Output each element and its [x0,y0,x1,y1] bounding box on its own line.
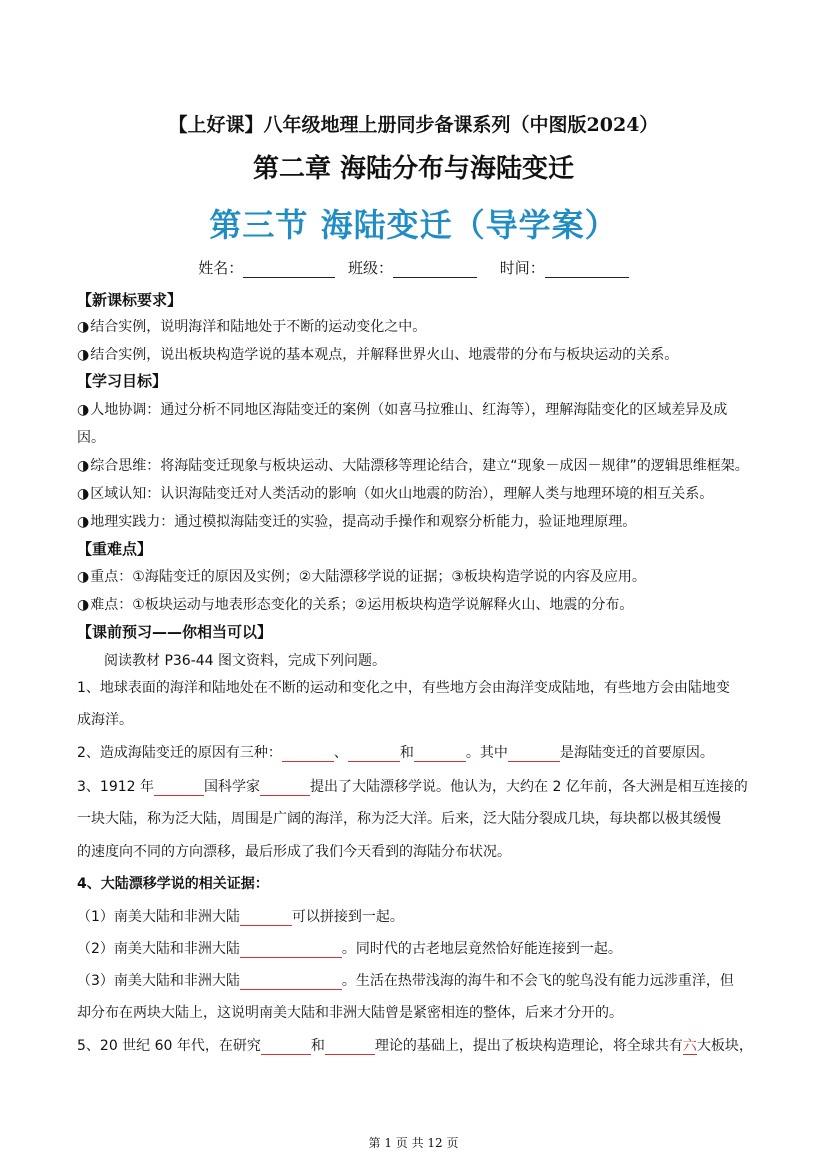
q2-blank-3[interactable] [414,743,466,762]
standards-heading: 【新课标要求】 [77,291,183,309]
question-1-cont: 成海洋。 [77,712,133,728]
page-footer: 第 1 页 共 12 页 [368,1136,459,1150]
question-4-heading: 4、大陆漂移学说的相关证据： [77,876,269,892]
q5-blank-2[interactable] [325,1036,375,1055]
key-point: ◑ 重点：①海陆变迁的原因及实例；②大陆漂移学说的证据；③板块构造学说的内容及应用。 [77,566,646,586]
q2-text: 2、造成海陆变迁的原因有三种： [77,745,282,761]
class-field[interactable] [393,259,477,278]
question-2 [77,742,714,762]
q4-3-blank[interactable] [240,971,342,990]
name-field[interactable] [243,259,335,278]
q3-text: 提出了大陆漂移学说。他认为，大约在 2 亿年前，各大洲是相互连接的 [310,779,748,795]
name-label: 姓名： [198,259,244,277]
q2-text: 。其中 [465,745,508,761]
time-field[interactable] [545,259,629,278]
q4-text: 。生活在热带浅海的海牛和不会飞的鸵鸟没有能力远涉重洋，但 [341,973,734,989]
question-4-3 [77,970,734,990]
q4-text: 。同时代的古老地层竟然恰好能连接到一起。 [341,941,622,957]
standard-item: ◑ 结合实例，说出板块构造学说的基本观点，并解释世界火山、地震带的分布与板块运动的关系。 [77,344,678,364]
q5-text: 和 [310,1038,325,1054]
q4-text: （2）南美大陆和非洲大陆 [77,941,240,957]
objective-item: ◑ 综合思维：将海陆变迁现象与板块运动、大陆漂移等理论结合，建立“现象－成因－规律”的逻辑思维框架。 [77,455,749,475]
key-points-heading: 【重难点】 [77,540,153,558]
objectives-heading: 【学习目标】 [77,372,168,390]
q5-text: 理论的基础上，提出了板块构造理论，将全球共有 [374,1038,683,1054]
student-info-row [0,257,827,278]
q3-text: 3、1912 年 [77,779,154,795]
q2-text: 、 [333,745,348,761]
q3-text: 国科学家 [204,779,260,795]
question-3-cont: 一块大陆，称为泛大陆，周围是广阔的海洋，称为泛大洋。后来，泛大陆分裂成几块，每块都以极其缓慢 [77,811,721,827]
q4-text: （3）南美大陆和非洲大陆 [77,973,240,989]
q4-2-blank[interactable] [240,939,342,958]
question-5 [77,1035,753,1055]
question-3 [77,776,748,796]
question-3-cont: 的速度向不同的方向漂移，最后形成了我们今天看到的海陆分布状况。 [77,844,511,860]
q2-text: 和 [399,745,414,761]
q2-blank-4[interactable] [508,743,560,762]
q5-blank-1[interactable] [261,1036,311,1055]
q5-text: 大板块， [696,1038,753,1054]
objective-item-cont: 因。 [77,430,105,446]
preview-heading: 【课前预习——你相当可以】 [77,623,273,641]
question-4-3-cont: 却分布在两块大陆上，这说明南美大陆和非洲大陆曾是紧密相连的整体，后来才分开的。 [77,1005,623,1021]
time-label: 时间： [499,259,545,277]
q2-blank-2[interactable] [348,743,400,762]
preview-intro: 阅读教材 P36-44 图文资料，完成下列问题。 [104,653,387,669]
q4-text: 可以拼接到一起。 [291,909,404,925]
q2-text: 是海陆变迁的首要原因。 [559,745,714,761]
question-4-1 [77,906,404,926]
section-title: 第三节 海陆变迁（导学案） [209,206,618,244]
series-title: 【上好课】八年级地理上册同步备课系列（中图版2024） [168,114,659,136]
difficult-point: ◑ 难点：①板块运动与地表形态变化的关系；②运用板块构造学说解释火山、地震的分布。 [77,594,633,614]
q4-1-blank[interactable] [240,907,292,926]
chapter-title: 第二章 海陆分布与海陆变迁 [252,154,575,184]
q3-blank-2[interactable] [260,777,310,796]
objective-item: ◑ 区域认知：认识海陆变迁对人类活动的影响（如火山地震的防治），理解人类与地理环境的相互关系。 [77,483,713,503]
question-4-2 [77,938,622,958]
objective-item: ◑ 地理实践力：通过模拟海陆变迁的实验，提高动手操作和观察分析能力，验证地理原理。 [77,511,636,531]
q4-text: （1）南美大陆和非洲大陆 [77,909,240,925]
q3-blank-1[interactable] [154,777,204,796]
q2-blank-1[interactable] [282,743,334,762]
question-1: 1、地球表面的海洋和陆地处在不断的运动和变化之中，有些地方会由海洋变成陆地，有些地方会由陆地变 [77,680,730,696]
class-label: 班级： [347,259,393,277]
q5-marked-word: 六 [682,1038,697,1054]
objective-item: ◑ 人地协调：通过分析不同地区海陆变迁的案例（如喜马拉雅山、红海等），理解海陆变化的区域差异及成 [77,399,727,419]
standard-item: ◑ 结合实例，说明海洋和陆地处于不断的运动变化之中。 [77,316,426,336]
q5-text: 5、20 世纪 60 年代，在研究 [77,1038,261,1054]
